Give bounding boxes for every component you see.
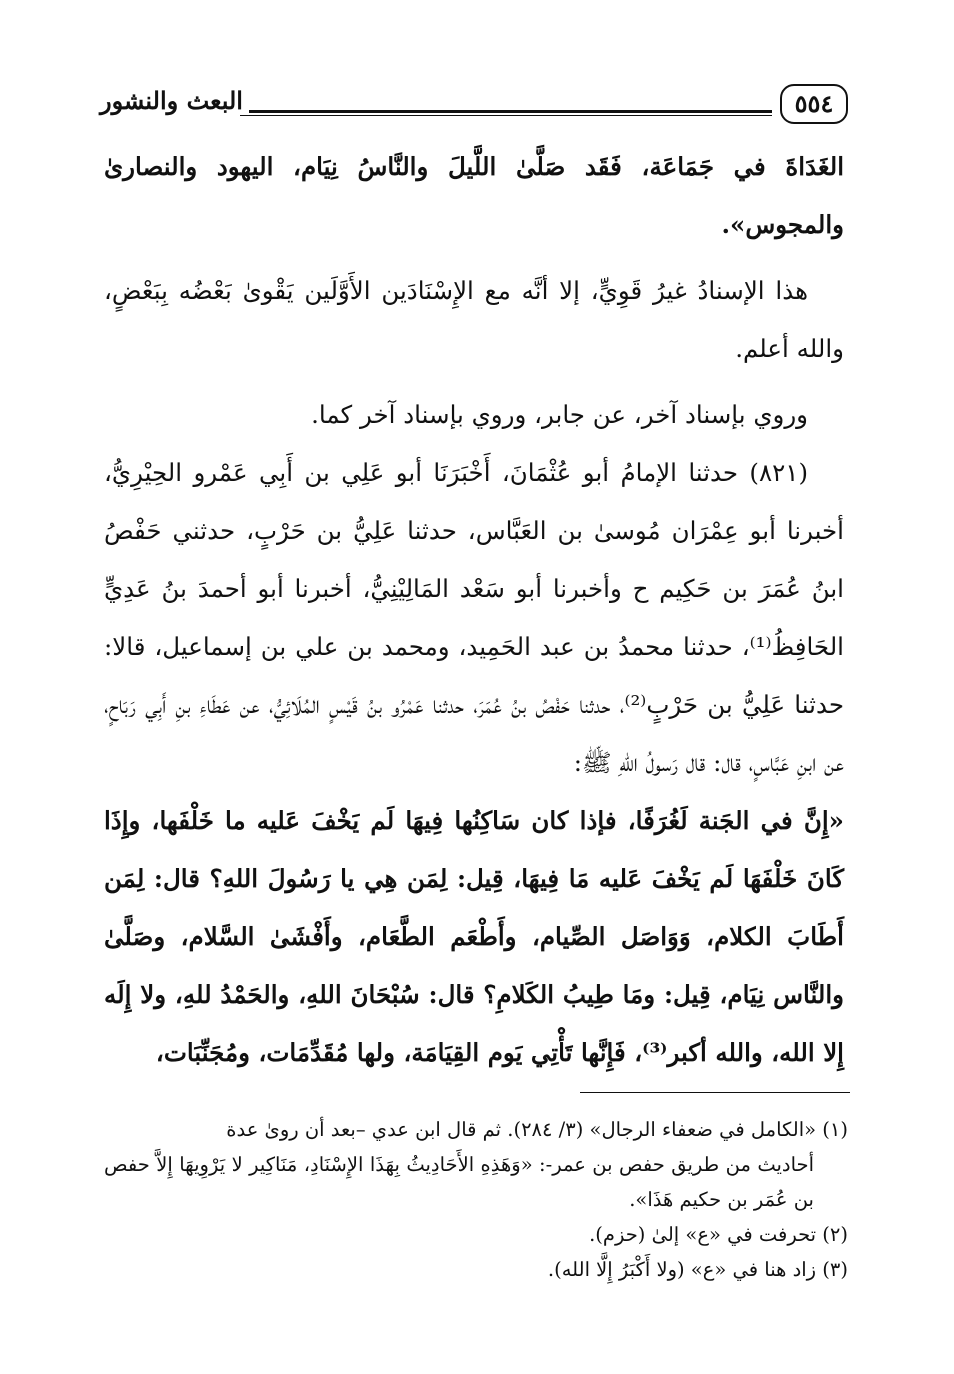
paragraph-hadith-821-matn: «إِنَّ في الجَنة لَغُرَفًا، فإذا كان سَاكِنُها فِيهَا لَم يَخْفَ عَليه ما خَلْفَها، وإِذَا كَانَ خَلْفَهَا لَم يَخْفَ عَليه مَا فِيهَا، قِيل: لِمَن هِي يا رَسُولَ اللهِ؟ قال: لِمَن أَطَابَ الكلام، وَوَاصَل الصِّيام، وأَطْعَم الطَّعَام، وأَفْشَىٰ السَّلام، وصَلَّىٰ والنَّاس نِيَام، قِيل: ومَا طِيبُ الكَلامِ؟ قال: سُبْحَانَ اللهِ، والحَمْدُ للهِ، ولا إِلَه إِلا الله، والله أكبر⁽³⁾، فَإِنَّها تَأْتِي يَوم القِيَامَة، ولها مُقَدِّمَات، ومُجَنِّبَات، [104, 806, 844, 1067]
paragraph-hadith-821-isnad: (٨٢١) حدثنا الإمامُ أبو عُثْمَانَ، أَخْبَرَنَا أبو عَلِي بن أَبِي عَمْرو الحِيْرِيُّ، أخبرنا أبو عِمْرَان مُوسىٰ بن العَبَّاس، حدثنا عَلِيُّ بن حَرْبٍ، حدثني حَفْصُ ابنُ عُمَرَ بن حَكِيم ح وأخبرنا أبو سَعْد المَالِيْنِيُّ، أخبرنا أبو أحمدَ بنُ عَدِيٍّ الحَافِظُ⁽¹⁾، حدثنا محمدُ بن عبد الحَمِيد، ومحمد بن علي بن إسماعيل، قالا: حدثنا عَلِيُّ بن حَرْبٍ⁽²⁾، حدثنا حَفْصُ بنُ عُمَرَ، حدثنا عَمْرُو بنُ قَيْسٍ المُلَائِيُّ، عن عَطَاءِ بنِ أَبِي رَبَاحٍ، عن ابنِ عَبَّاسٍ، قال: قال رَسولُ اللهِ ﷺ: [104, 458, 844, 777]
footnote-3: (٣) زاد هنا في «ع» (ولا أَكْبَرُ إِلَّا الله). [547, 1258, 848, 1281]
book-title: البعث والنشور [100, 86, 249, 115]
page-number: ٥٥٤ [780, 84, 848, 124]
header-rule [240, 110, 772, 116]
paragraph-isnad-comment: هذا الإسنادُ غيرُ قَوِيٍّ، إلا أنَّه مع الإِسْنَادَين الأَوَّلَين يَقْوىٰ بَعْضُه بِبَعْضٍ، والله أعلم. [104, 276, 844, 363]
footnotes [104, 1112, 848, 1287]
main-text [104, 138, 844, 1082]
footnote-1: (١) «الكامل في ضعفاء الرجال» (٣/ ٢٨٤). ثم قال ابن عدي –بعد أن روىٰ عدة [226, 1118, 848, 1141]
footnote-divider [580, 1092, 850, 1093]
paragraph-hadith-end: الغَدَاةَ في جَمَاعَة، فَقَد صَلَّىٰ اللَّيلَ والنَّاسُ نِيَام، اليهود والنصارىٰ والمجوس». [104, 152, 844, 239]
paragraph-other-isnad: وروي بإسناد آخر، عن جابر، وروي بإسناد آخر كما. [311, 400, 808, 429]
footnote-2: (٢) تحرفت في «ع» إلىٰ (حزم). [589, 1223, 848, 1246]
page-header [100, 82, 848, 128]
footnote-1-continued: أحاديث من طريق حفص بن عمر-: «وَهَذِهِ الأَحَادِيثُ بِهَذَا الإِسْنَادِ، مَنَاكِير لا يَرْوِيهَا إِلاَّ حفص بن عُمَر بن حكيم هَذَا». [104, 1153, 814, 1211]
